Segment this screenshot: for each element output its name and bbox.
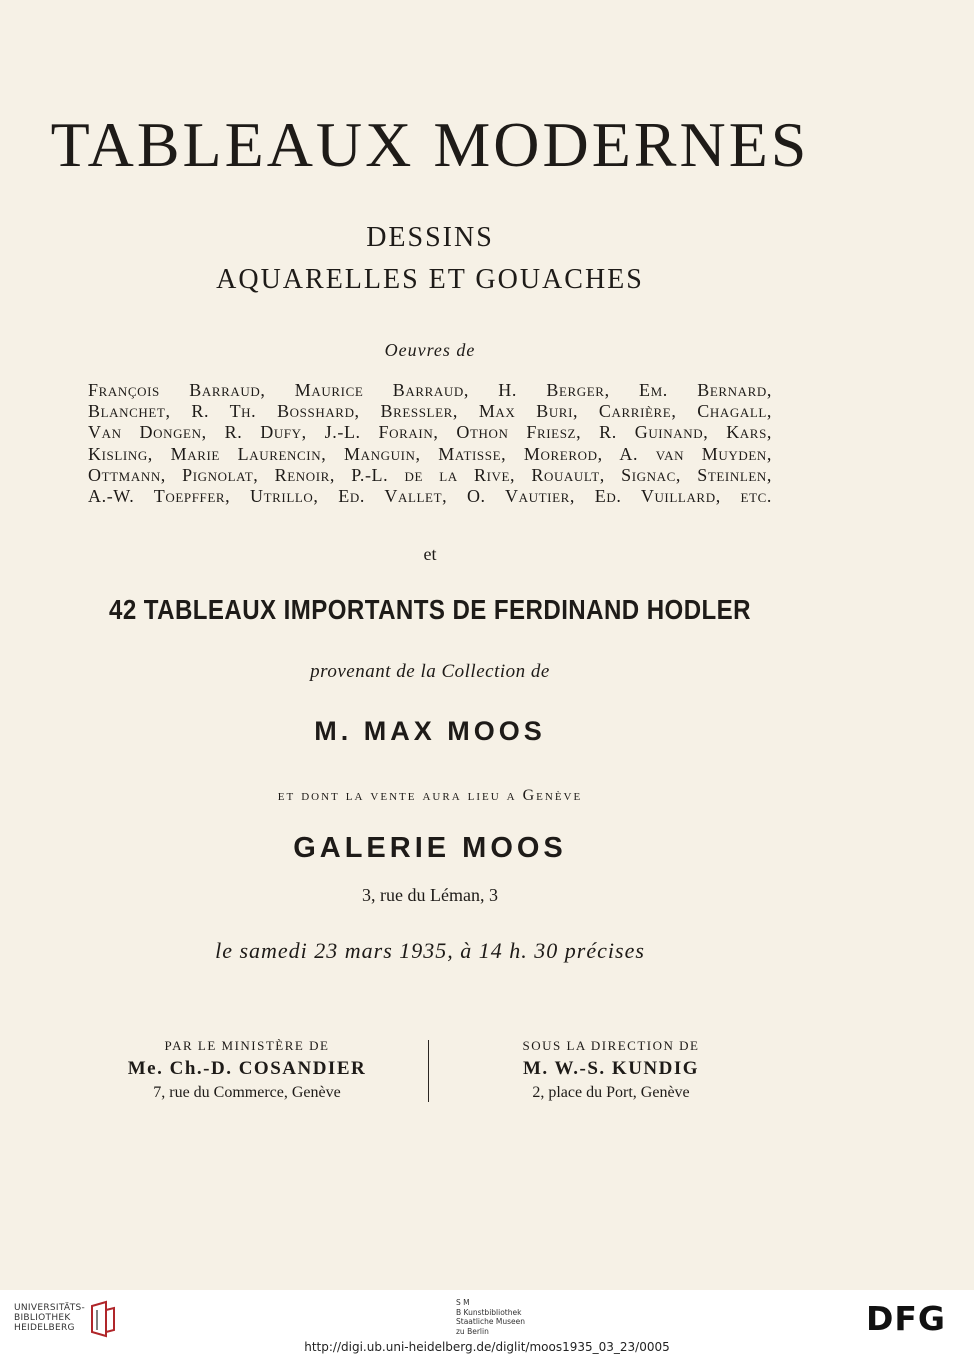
director-address: 2, place du Port, Genève [532, 1084, 690, 1101]
university-line: HEIDELBERG [14, 1323, 75, 1333]
museum-line: B Kunstbibliothek [456, 1307, 522, 1317]
museum-line: zu Berlin [456, 1326, 489, 1336]
artist-list-line: Van Dongen, R. Dufy, J.-L. Forain, Othon Friesz, R. Guinand, Kars, [88, 422, 772, 443]
sale-note: et dont la vente aura lieu a Genève [277, 787, 583, 804]
hodler-heading: 42 TABLEAUX IMPORTANTS DE FERDINAND HODLER [109, 594, 751, 625]
notary-role: PAR LE MINISTÈRE DE [164, 1038, 330, 1053]
subtitle-aquarelles: AQUARELLES ET GOUACHES [216, 264, 644, 295]
works-by-label: Oeuvres de [384, 340, 476, 360]
collector-name: M. MAX MOOS [314, 716, 546, 746]
artist-list-line: Kisling, Marie Laurencin, Manguin, Matisse, Morerod, A. van Muyden, [88, 443, 772, 464]
notary-address: 7, rue du Commerce, Genève [153, 1084, 341, 1101]
museum-logo[interactable] [456, 1298, 525, 1336]
university-library-logo[interactable] [14, 1303, 85, 1333]
provenance-line: provenant de la Collection de [310, 661, 550, 682]
director-role: SOUS LA DIRECTION DE [522, 1038, 700, 1053]
sale-date: le samedi 23 mars 1935, à 14 h. 30 précises [215, 938, 645, 963]
conjunction-et: et [423, 544, 437, 564]
notary-block [82, 1038, 412, 1102]
permalink-url[interactable]: http://digi.ub.uni-heidelberg.de/diglit/moos1935_03_23/0005 [304, 1340, 670, 1354]
artist-list [88, 380, 772, 507]
director-block [446, 1038, 776, 1102]
university-line: UNIVERSITÄTS- [14, 1303, 86, 1313]
subtitle-dessins: DESSINS [366, 222, 494, 253]
artist-list-line: François Barraud, Maurice Barraud, H. Berger, Em. Bernard, [88, 380, 772, 400]
column-divider [428, 1040, 429, 1102]
director-name: M. W.-S. KUNDIG [522, 1058, 700, 1079]
page-title: TABLEAUX MODERNES [50, 109, 810, 180]
gallery-name: GALERIE MOOS [293, 832, 567, 864]
gallery-address: 3, rue du Léman, 3 [362, 885, 498, 905]
notary-name: Me. Ch.-D. COSANDIER [127, 1058, 367, 1079]
artist-list-line: Ottmann, Pignolat, Renoir, P.-L. de la Rive, Rouault, Signac, Steinlen, [88, 464, 772, 485]
artist-list-line: Blanchet, R. Th. Bosshard, Bressler, Max Buri, Carrière, Chagall, [88, 401, 772, 422]
museum-line: Staatliche Museen [456, 1317, 525, 1326]
dfg-logo[interactable]: DFG [866, 1299, 947, 1338]
university-line: BIBLIOTHEK [14, 1313, 71, 1323]
heidelberg-crest-icon [88, 1300, 118, 1340]
artist-list-line: A.-W. Toepffer, Utrillo, Ed. Vallet, O. Vautier, Ed. Vuillard, etc. [88, 486, 772, 507]
museum-line: S M [456, 1298, 470, 1307]
